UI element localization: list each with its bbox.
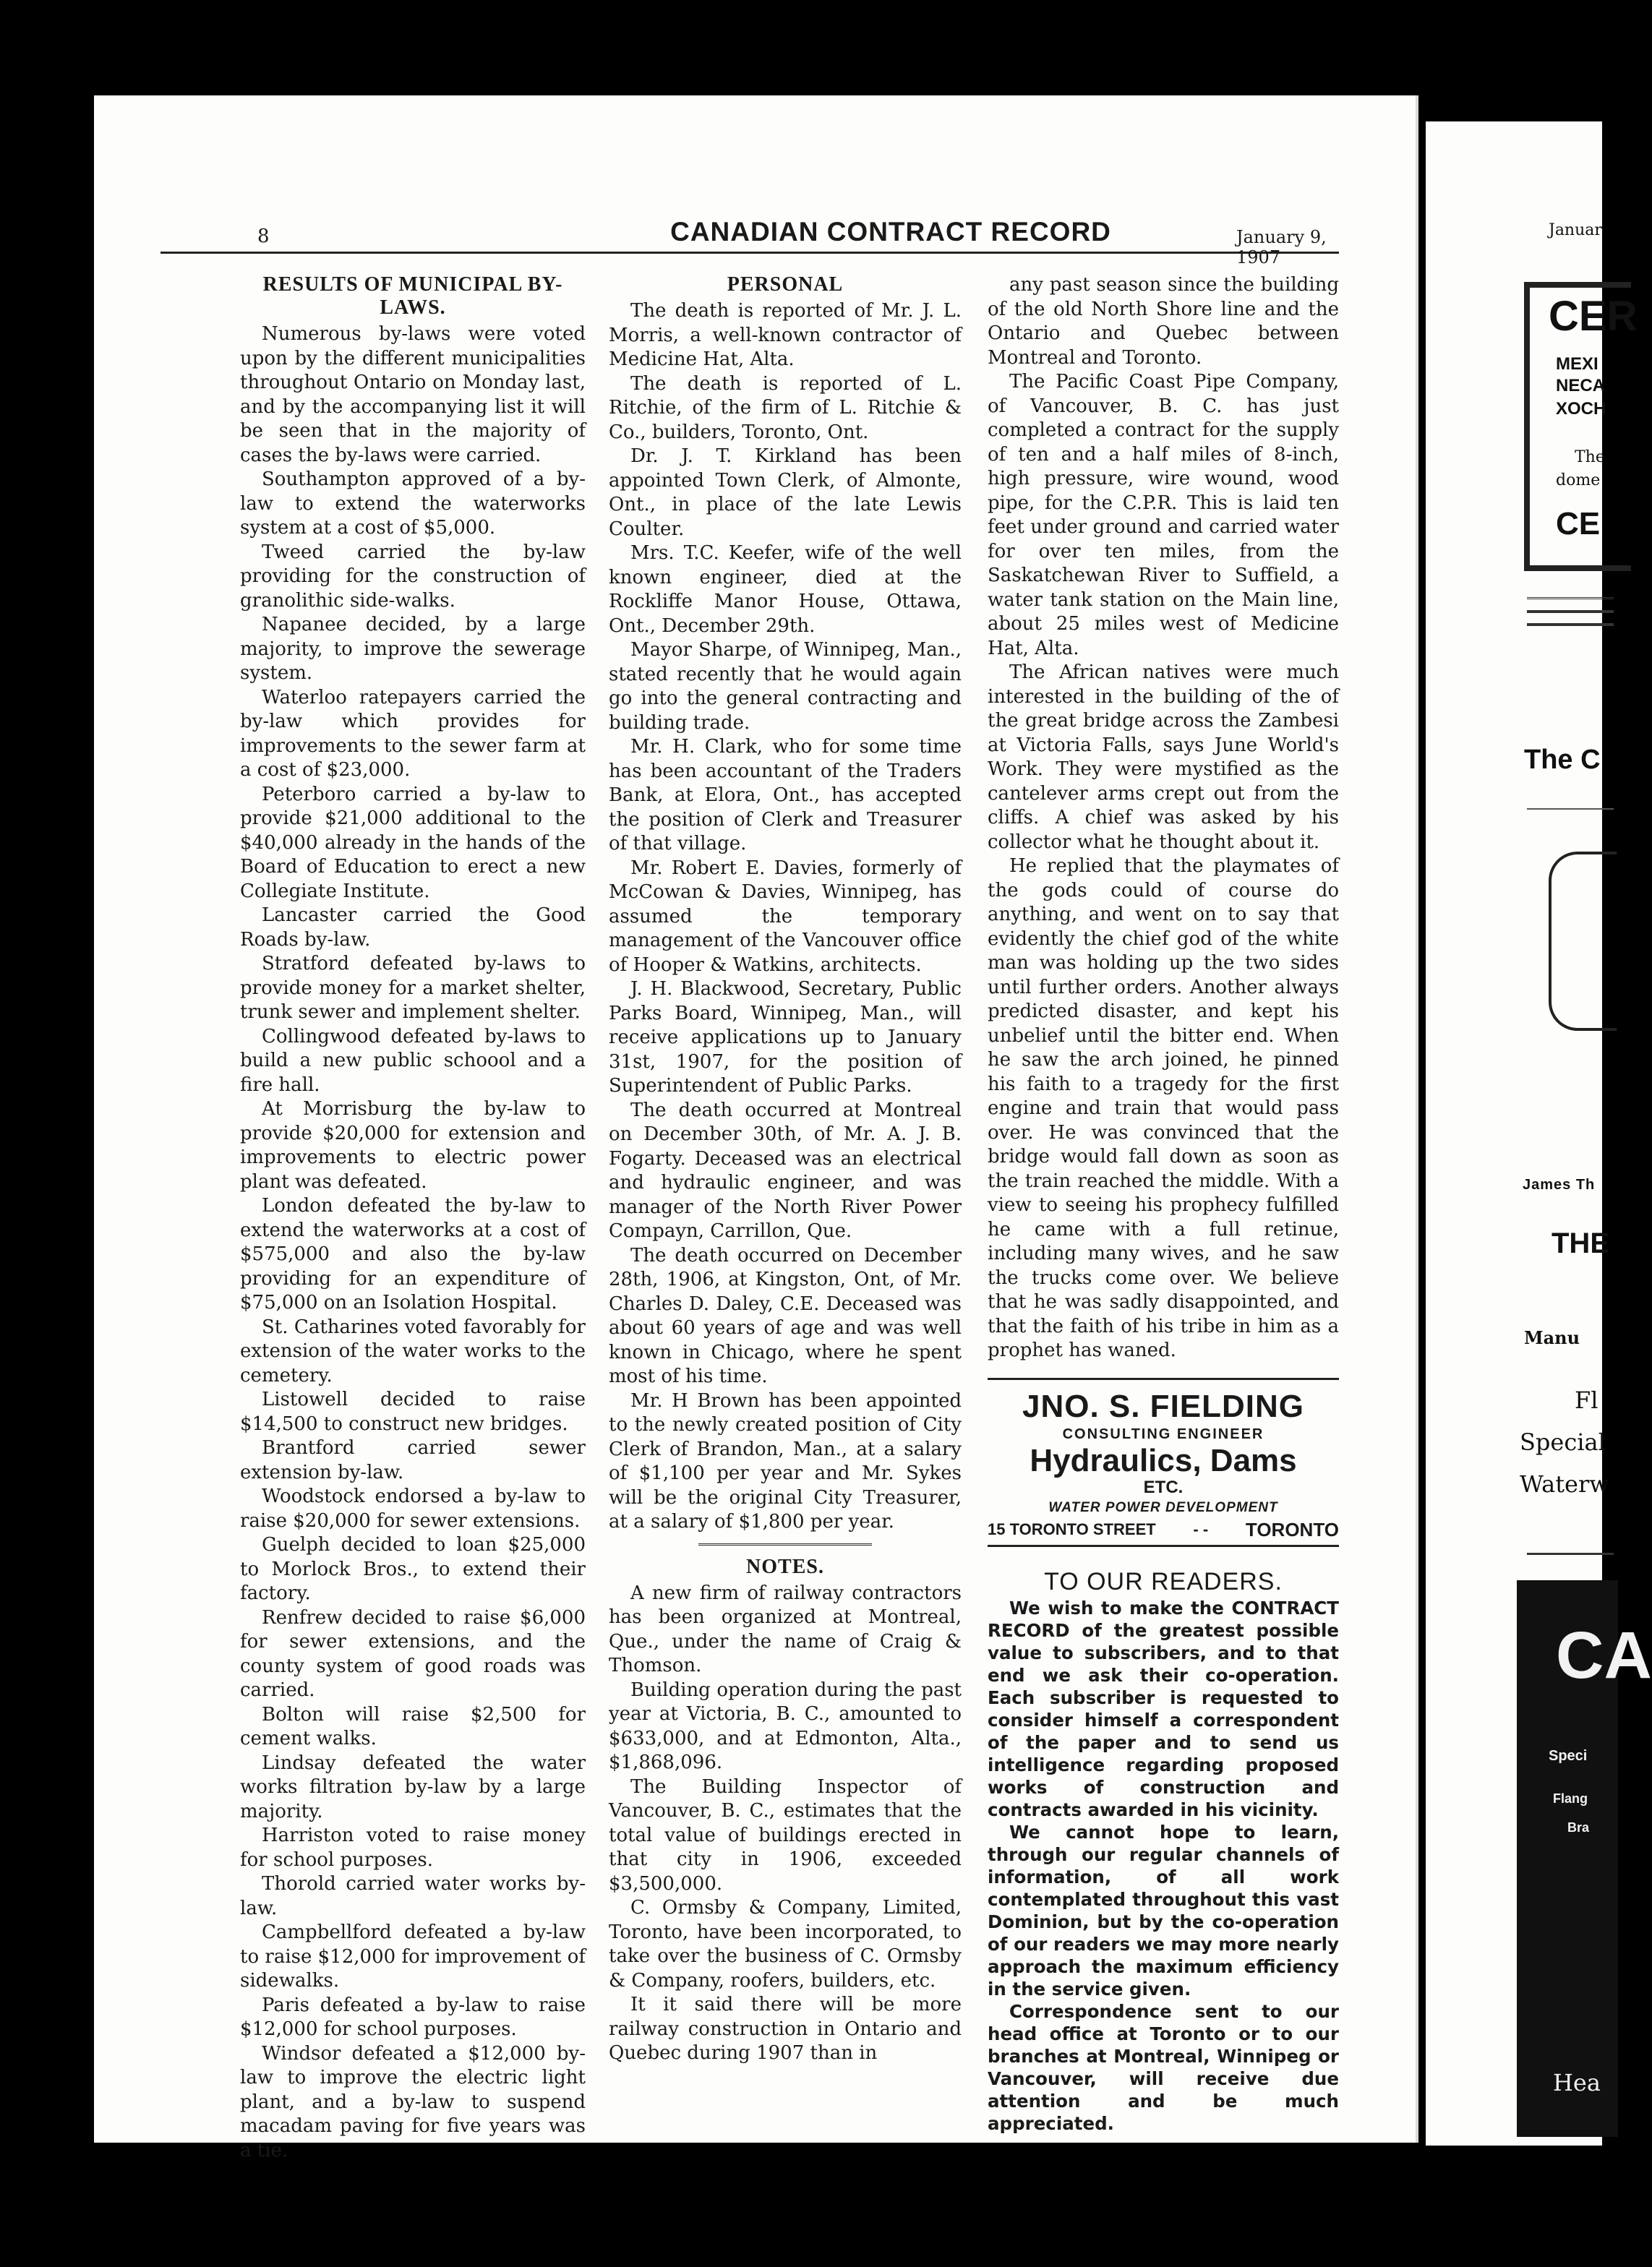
personal-list (609, 299, 962, 1535)
next-page-date: Januar (1549, 221, 1602, 239)
next-page-divider (1527, 808, 1614, 810)
issue-date: January 9, 1907 (1236, 227, 1327, 267)
paragraph: The death is reported of Mr. J. L. Morris, a well-known contractor of Medicine Hat, Alta. (609, 300, 962, 370)
paragraph: Building operation during the past year at Victoria, B. C., amounted to $633,000, and at Edmonton, Alta., $1,868,096. (609, 1679, 962, 1773)
paragraph: Lindsay defeated the water works filtration by-law by a large majority. (240, 1752, 586, 1822)
next-page-heading-2: THE (1552, 1227, 1609, 1259)
paragraph: Thorold carried water works by-law. (240, 1873, 586, 1919)
paragraph: We cannot hope to learn, through our regular channels of information, of all work contemplated throughout this vast Dominion, but by the co-operation of our readers we may more nearly approach the maximum efficiency in the service given. (988, 1822, 1339, 2000)
ad-street: 15 TORONTO STREET (988, 1520, 1156, 1538)
ad-specialty: Hydraulics, Dams (1030, 1442, 1297, 1478)
paragraph: The Pacific Coast Pipe Company, of Vancouver, B. C. has just completed a contract for the supply of ten and a half miles of 8-inch, high pressure, wire wound, wood pipe, for the C.P.R. This is laid ten feet under ground and carried water for over ten miles, from the Saskatchewan River to Suffield, a water tank station on the Main line, about 25 miles west of Medicine Hat, Alta. (988, 371, 1339, 659)
next-page-box-text-1: The (1575, 448, 1605, 466)
paragraph: Bolton will raise $2,500 for cement walks. (240, 1703, 586, 1749)
next-page-bottom: Hea (1553, 2069, 1601, 2096)
paragraph: We wish to make the CONTRACT RECORD of the greatest possible value to subscribers, and to that end we ask their co-operation. Each subscriber is requested to consider himself a correspondent of the paper and to send us intelligence regarding proposed works of construction and contracts awarded in his vicinity. (988, 1598, 1339, 1820)
next-page-manu: Manu (1524, 1327, 1580, 1348)
paragraph: Woodstock endorsed a by-law to raise $20,000 for sewer extensions. (240, 1486, 586, 1532)
ad-town: TORONTO (1245, 1518, 1339, 1540)
paragraph: The death occurred at Montreal on December 30th, of Mr. A. J. B. Fogarty. Deceased was an electrical and hydraulic engineer, and was manager of the North River Power Compayn, Carrillon, Que. (609, 1099, 962, 1242)
paragraph: Mr. H. Clark, who for some time has been accountant of the Traders Bank, at Elora, Ont., has accepted the position of Clerk and Treasurer of that village. (609, 736, 962, 854)
paragraph: Tweed carried the by-law providing for the construction of granolithic side-walks. (240, 541, 586, 612)
next-page-rule-2 (1527, 610, 1614, 617)
advertisement-fielding (988, 1378, 1339, 1547)
next-page-dark-line-1: Speci (1549, 1748, 1588, 1764)
next-page-box-line-3: XOCH (1556, 399, 1606, 419)
paragraph: Waterloo ratepayers carried the by-law which provides for improvements to the sewer farm at a cost of $23,000. (240, 686, 586, 781)
divider (698, 1543, 872, 1548)
paragraph: Numerous by-laws were voted upon by the different municipalities throughout Ontario on Monday last, and by the accompanying list it will be seen that in the majority of cases the by-laws were carried. (240, 323, 586, 466)
readers-notice (988, 1597, 1339, 2135)
section-heading-readers: TO OUR READERS. (1044, 1567, 1283, 1595)
next-page-dark-title: CA (1556, 1619, 1652, 1692)
paragraph: Southampton approved of a by-law to extend the waterworks system at a cost of $5,000. (240, 468, 586, 539)
paragraph: It it said there will be more railway construction in Ontario and Quebec during 1907 than in (609, 1994, 962, 2064)
ad-etc: ETC. (1143, 1477, 1184, 1497)
ad-role: CONSULTING ENGINEER (1062, 1426, 1264, 1442)
paragraph: The death occurred on December 28th, 1906, at Kingston, Ont, of Mr. Charles D. Daley, C.E. Deceased was about 60 years of age and was well known in Chicago, where he spent most of his time. (609, 1244, 962, 1387)
next-page-rule-4 (1527, 1553, 1614, 1555)
article-continuation (988, 273, 1339, 1363)
paragraph: Mr. Robert E. Davies, formerly of McCowan & Davies, Winnipeg, has assumed the temporary management of the Vancouver office of Hooper & Watkins, architects. (609, 857, 962, 976)
paragraph: Mayor Sharpe, of Winnipeg, Man., stated recently that he would again go into the general contracting and building trade. (609, 639, 962, 734)
notes-list (609, 1582, 962, 2066)
next-page-box-bottom: CE (1556, 506, 1601, 541)
next-page-fl: Fl (1575, 1387, 1598, 1414)
next-page-box-title: CER (1549, 293, 1638, 340)
column-2 (609, 273, 962, 2066)
next-page-pipe-illustration (1549, 852, 1617, 1031)
masthead-title: CANADIAN CONTRACT RECORD (670, 217, 1111, 247)
paragraph: Campbellford defeated a by-law to raise $12,000 for improvement of sidewalks. (240, 1921, 586, 1992)
paragraph: Peterboro carried a by-law to provide $21,000 additional to the $40,000 already in the hands of the Board of Education to erect a new Collegiate Institute. (240, 783, 586, 902)
ad-separator: - - (1193, 1520, 1209, 1538)
ad-address (988, 1519, 1339, 1540)
next-page-dark-line-2: Flang (1553, 1791, 1588, 1806)
next-page-box-line-2: NECA (1556, 376, 1606, 395)
paragraph: Windsor defeated a $12,000 by-law to improve the electric light plant, and a by-law to suspend macadam paving for five years was a tie. (240, 2042, 586, 2161)
paragraph: Mrs. T.C. Keefer, wife of the well known engineer, died at the Rockliffe Manor House, Ottawa, Ont., December 29th. (609, 542, 962, 637)
paragraph: Paris defeated a by-law to raise $12,000 for school purposes. (240, 1994, 586, 2040)
paragraph: Brantford carried sewer extension by-law. (240, 1437, 586, 1483)
paragraph: Guelph decided to loan $25,000 to Morlock Bros., to extend their factory. (240, 1534, 586, 1604)
section-heading-by-laws: RESULTS OF MUNICIPAL BY-LAWS. (262, 273, 563, 319)
paragraph: Lancaster carried the Good Roads by-law. (240, 904, 586, 951)
next-page-box-line-1: MEXI (1556, 354, 1598, 374)
paragraph: Listowell decided to raise $14,500 to construct new bridges. (240, 1389, 586, 1435)
paragraph: Correspondence sent to our head office at Toronto or to our branches at Montreal, Winnipeg or Vancouver, will receive due attention and be much appreciated. (988, 2001, 1339, 2134)
paragraph: Renfrew decided to raise $6,000 for sewer extensions, and the county system of good roads was carried. (240, 1606, 586, 1701)
paragraph: Napanee decided, by a large majority, to improve the sewerage system. (240, 614, 586, 684)
ad-name: JNO. S. FIELDING (1022, 1388, 1305, 1424)
next-page-dark-line-3: Bra (1567, 1820, 1590, 1835)
paragraph: The death is reported of L. Ritchie, of the firm of L. Ritchie & Co., builders, Toronto, Ont. (609, 372, 962, 443)
column-1 (240, 273, 586, 2163)
paragraph: The Building Inspector of Vancouver, B. C., estimates that the total value of buildings erected in that city in 1906, exceeded $3,500,000. (609, 1775, 962, 1895)
column-3 (988, 273, 1339, 2135)
paragraph: London defeated the by-law to extend the waterworks at a cost of $575,000 and also the by-law providing for an expenditure of $75,000 on an Isolation Hospital. (240, 1195, 586, 1314)
next-page-heading-1: The C (1524, 745, 1601, 775)
paragraph: A new firm of railway contractors has been organized at Montreal, Que., under the name of Craig & Thomson. (609, 1582, 962, 1676)
paragraph: At Morrisburg the by-law to provide $20,000 for extension and improvements to electric power plant was defeated. (240, 1098, 586, 1193)
next-page-rule-1 (1527, 597, 1614, 603)
section-heading-notes: NOTES. (746, 1555, 824, 1578)
paragraph: J. H. Blackwood, Secretary, Public Parks Board, Winnipeg, Man., will receive applications up to January 31st, 1907, for the position of Superintendent of Public Parks. (609, 978, 962, 1097)
next-page-special: Special (1520, 1428, 1606, 1456)
paragraph: Mr. H Brown has been appointed to the newly created position of City Clerk of Brandon, Man., at a salary of $1,100 per year and Mr. Sykes will be the original City Treasurer, at a salary of $1,800 per year. (609, 1389, 962, 1533)
next-page-rule-3 (1527, 623, 1614, 630)
next-page-edge (1426, 121, 1652, 2146)
paragraph: C. Ormsby & Company, Limited, Toronto, have been incorporated, to take over the business of C. Ormsby & Company, roofers, builders, etc. (609, 1897, 962, 1992)
ad-dev: WATER POWER DEVELOPMENT (1048, 1499, 1278, 1515)
paragraph: St. Catharines voted favorably for extension of the water works to the cemetery. (240, 1316, 586, 1387)
next-page-waterw: Waterw (1520, 1470, 1609, 1498)
page-number: 8 (257, 226, 270, 247)
paragraph: Harriston voted to raise money for school purposes. (240, 1825, 586, 1871)
next-page-box-text-2: dome (1556, 471, 1601, 489)
page-header (161, 217, 1339, 267)
paragraph: He replied that the playmates of the gods could of course do anything, and went on to say that evidently the chief god of the white man was holding up the two sides until further orders. Another always predicted disaster, and kept his unbelief until the bitter end. When he saw the arch joined, he pinned his faith to a tragedy for the first engine and train that would pass over. He was convinced that the bridge would fall down as soon as the train reached the middle. With a view to seeing his prophecy fulfilled he came with a full retinue, including many wives, and he saw the trucks come over. We believe that he was sadly disappointed, and that the faith of his tribe in him as a prophet has waned. (988, 855, 1339, 1361)
paragraph: Dr. J. T. Kirkland has been appointed Town Clerk, of Almonte, Ont., in place of the late Lewis Coulter. (609, 445, 962, 540)
paragraph: The African natives were much interested in the building of the of the great bridge across the Zambesi at Victoria Falls, says June World's Work. They were mystified as the cantelever arms crept out from the cliffs. A chief was asked by his collector what he thought about it. (988, 661, 1339, 853)
paragraph: Collingwood defeated by-laws to build a new public schoool and a fire hall. (240, 1025, 586, 1096)
section-heading-personal: PERSONAL (727, 273, 844, 296)
next-page-small-1: James Th (1523, 1177, 1596, 1193)
paragraph: Stratford defeated by-laws to provide money for a market shelter, trunk sewer and implement shelter. (240, 953, 586, 1023)
by-laws-list (240, 322, 586, 2163)
paragraph: any past season since the building of the old North Shore line and the Ontario and Quebec between Montreal and Toronto. (988, 274, 1339, 369)
